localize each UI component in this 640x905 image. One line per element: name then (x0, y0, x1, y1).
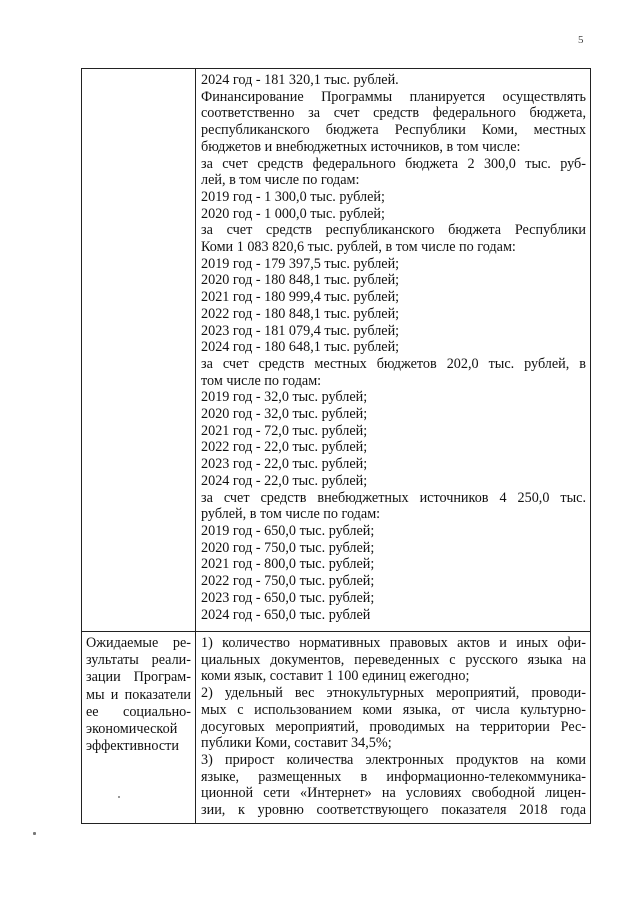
text-line: бюджетов и внебюджетных источников, в том числе: (201, 138, 521, 155)
text-line: 2021 год - 800,0 тыс. рублей; (201, 556, 375, 573)
expected-results-text (201, 635, 586, 819)
text-line: 2024 год - 650,0 тыс. рублей (201, 606, 371, 623)
text-line: зации Програм- (86, 669, 191, 686)
text-line: рублей, в том числе по годам: (201, 506, 381, 523)
text-line: 2023 год - 650,0 тыс. рублей; (201, 589, 375, 606)
text-line: соответственно за счет средств федерального бюджета, (201, 105, 586, 122)
expected-results-label (86, 635, 191, 755)
text-line: 2024 год - 180 648,1 тыс. рублей; (201, 339, 400, 356)
text-line: 2021 год - 72,0 тыс. рублей; (201, 422, 368, 439)
text-line: за счет средств местных бюджетов 202,0 тыс. рублей, в (201, 355, 586, 372)
text-line: Коми 1 083 820,6 тыс. рублей, в том числе по годам: (201, 239, 516, 256)
row1-label-cell (82, 69, 196, 632)
financing-text (201, 72, 586, 623)
text-line: том числе по годам: (201, 372, 322, 389)
text-line: публики Коми, составит 34,5%; (201, 735, 392, 752)
text-line: 2023 год - 22,0 тыс. рублей; (201, 456, 368, 473)
text-line: 2024 год - 181 320,1 тыс. рублей. (201, 72, 399, 88)
text-line: 2019 год - 650,0 тыс. рублей; (201, 522, 375, 539)
table-row-expected-results (82, 632, 591, 824)
text-line: 2022 год - 750,0 тыс. рублей; (201, 573, 375, 590)
text-line: досуговых мероприятий, проводимых на территории Рес- (201, 718, 586, 735)
text-line: лей, в том числе по годам: (201, 172, 360, 189)
text-line: зии, к уровню соответствующего показателя 2018 года (201, 802, 586, 819)
text-line: ционной сети «Интернет» на условиях свободной лицен- (201, 785, 586, 802)
text-line: 2) удельный вес этнокультурных мероприятий, проводи- (201, 685, 586, 702)
text-line: 1) количество нормативных правовых актов и иных офи- (201, 635, 586, 651)
text-line: 2020 год - 1 000,0 тыс. рублей; (201, 205, 385, 222)
text-line: циальных документов, переведенных с русского языка на (201, 651, 586, 668)
text-line: 2019 год - 179 397,5 тыс. рублей; (201, 255, 400, 272)
table-row-financing (82, 69, 591, 632)
text-line: мы и показатели (86, 686, 191, 703)
text-line: экономической (86, 721, 178, 738)
text-line: за счет средств внебюджетных источников 4 250,0 тыс. (201, 489, 586, 506)
text-line: Финансирование Программы планируется осуществлять (201, 88, 586, 105)
text-line: 2020 год - 180 848,1 тыс. рублей; (201, 272, 400, 289)
row2-content-cell (196, 632, 591, 824)
program-passport-table (81, 68, 591, 824)
text-line: за счет средств республиканского бюджета Республики (201, 222, 586, 239)
text-line: 2019 год - 1 300,0 тыс. рублей; (201, 188, 385, 205)
row2-label-cell (82, 632, 196, 824)
text-line: 3) прирост количества электронных продуктов на коми (201, 751, 586, 768)
text-line: за счет средств федерального бюджета 2 300,0 тыс. руб- (201, 155, 586, 172)
text-line: 2022 год - 22,0 тыс. рублей; (201, 439, 368, 456)
text-line: зультаты реали- (86, 652, 191, 669)
text-line: республиканского бюджета Республики Коми, местных (201, 122, 586, 139)
text-line: Ожидаемые ре- (86, 635, 191, 651)
text-line: 2023 год - 181 079,4 тыс. рублей; (201, 322, 400, 339)
text-line: языке, размещенных в информационно-телекоммуника- (201, 768, 586, 785)
text-line: мых с использованием коми языка, от числа культурно- (201, 701, 586, 718)
row1-content-cell (196, 69, 591, 632)
text-line: ее социально- (86, 703, 191, 720)
page-number: 5 (578, 34, 584, 46)
scan-speck (33, 832, 36, 835)
text-line: 2019 год - 32,0 тыс. рублей; (201, 389, 368, 406)
text-line: 2020 год - 750,0 тыс. рублей; (201, 539, 375, 556)
text-line: эффективности (86, 738, 179, 755)
text-line: 2020 год - 32,0 тыс. рублей; (201, 406, 368, 423)
scan-speck (118, 796, 120, 798)
text-line: 2024 год - 22,0 тыс. рублей; (201, 472, 368, 489)
text-line: 2021 год - 180 999,4 тыс. рублей; (201, 289, 400, 306)
text-line: коми язык, составит 1 100 единиц ежегодно; (201, 668, 470, 685)
text-line: 2022 год - 180 848,1 тыс. рублей; (201, 305, 400, 322)
